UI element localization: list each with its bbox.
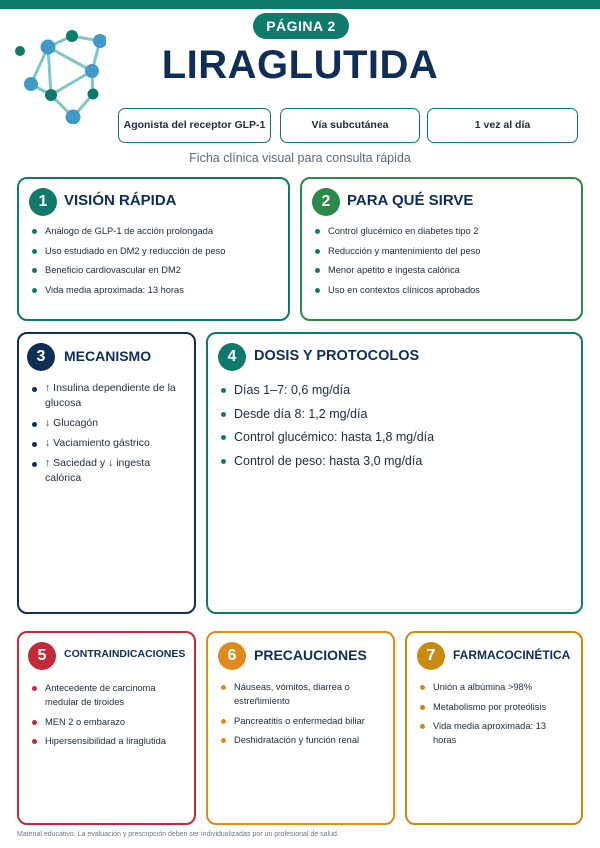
list-item: Menor apetito e ingesta calórica <box>315 263 575 277</box>
section-title: VISIÓN RÁPIDA <box>64 192 177 209</box>
list-item: Hipersensibilidad a liraglutida <box>32 734 184 748</box>
list-item: Unión a albúmina >98% <box>420 680 570 694</box>
list-item: ↓ Vaciamiento gástrico <box>32 436 182 451</box>
list-item: Antecedente de carcinoma medular de tiroides <box>32 681 184 709</box>
tag-route: Vía subcutánea <box>280 108 420 143</box>
list-item: Pancreatitis o enfermedad biliar <box>221 714 386 728</box>
section-title: PRECAUCIONES <box>254 647 367 663</box>
card-mecanismo <box>17 332 196 614</box>
section-list <box>315 224 575 302</box>
tag-drug-class: Agonista del receptor GLP-1 <box>118 108 271 143</box>
section-number: 1 <box>29 188 57 216</box>
page-title: LIRAGLUTIDA <box>161 43 439 87</box>
list-item: Control glucémico: hasta 1,8 mg/día <box>221 429 561 445</box>
card-dosis-protocolos <box>206 332 583 614</box>
list-item: Análogo de GLP-1 de acción prolongada <box>32 224 282 238</box>
section-title: CONTRAINDICACIONES <box>64 648 186 660</box>
section-list <box>221 680 386 753</box>
list-item: Náuseas, vómitos, diarrea o estreñimiento <box>221 680 386 708</box>
list-item: ↑ Saciedad y ↓ ingesta calórica <box>32 456 182 486</box>
list-item: Control glucémico en diabetes tipo 2 <box>315 224 575 238</box>
page-subtitle: Ficha clínica visual para consulta rápida <box>189 151 411 165</box>
section-number: 5 <box>28 642 56 670</box>
list-item: Control de peso: hasta 3,0 mg/día <box>221 453 561 469</box>
list-item: Uso estudiado en DM2 y reducción de peso <box>32 244 282 258</box>
section-list <box>32 224 282 302</box>
card-vision-rapida <box>17 177 290 321</box>
section-list <box>32 381 182 491</box>
list-item: Deshidratación y función renal <box>221 733 386 747</box>
footer-disclaimer: Material educativo. La evaluación y prescripción deben ser individualizadas por un profesional de salud. <box>17 831 339 838</box>
section-title: MECANISMO <box>64 348 152 364</box>
section-title: FARMACOCINÉTICA <box>453 648 571 662</box>
list-item: Días 1–7: 0,6 mg/día <box>221 382 561 398</box>
section-number: 3 <box>27 343 55 371</box>
section-number: 4 <box>218 343 246 371</box>
section-number: 7 <box>417 642 445 670</box>
list-item: Vida media aproximada: 13 horas <box>32 283 282 297</box>
list-item: Metabolismo por proteólisis <box>420 700 570 714</box>
card-precauciones <box>206 631 395 825</box>
list-item: MEN 2 o embarazo <box>32 715 184 729</box>
list-item: Reducción y mantenimiento del peso <box>315 244 575 258</box>
card-para-que-sirve <box>300 177 583 321</box>
section-list <box>221 382 561 476</box>
top-accent-bar <box>0 0 600 9</box>
section-title: DOSIS Y PROTOCOLOS <box>254 348 420 364</box>
list-item: Beneficio cardiovascular en DM2 <box>32 263 282 277</box>
card-contraindicaciones <box>17 631 196 825</box>
list-item: Uso en contextos clínicos aprobados <box>315 283 575 297</box>
list-item: Vida media aproximada: 13 horas <box>420 719 570 747</box>
section-number: 6 <box>218 642 246 670</box>
list-item: ↓ Glucagón <box>32 416 182 431</box>
page-label: PÁGINA 2 <box>253 13 349 39</box>
section-title: PARA QUÉ SIRVE <box>347 192 474 209</box>
tag-frequency: 1 vez al día <box>427 108 578 143</box>
card-farmacocinetica <box>405 631 583 825</box>
section-number: 2 <box>312 188 340 216</box>
section-list <box>420 680 570 753</box>
list-item: ↑ Insulina dependiente de la glucosa <box>32 381 182 411</box>
section-list <box>32 681 184 754</box>
list-item: Desde día 8: 1,2 mg/día <box>221 406 561 422</box>
